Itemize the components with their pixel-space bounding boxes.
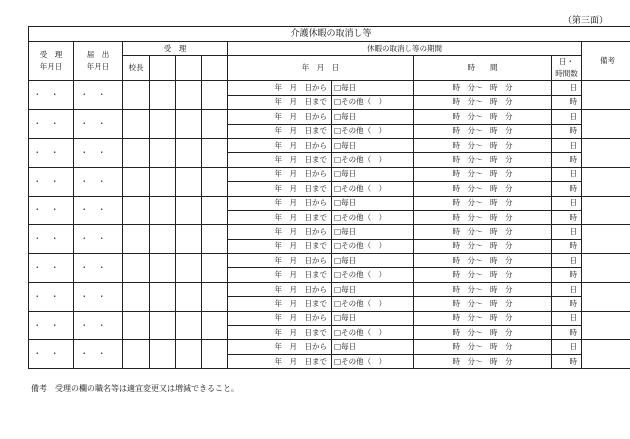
from-date: 年 月 日から xyxy=(228,81,332,95)
header-time: 時 間 xyxy=(414,56,552,81)
stamp-2 xyxy=(176,225,202,254)
stamp-kocho xyxy=(123,110,150,139)
stamp-3 xyxy=(202,196,228,225)
time-range: 時 分～ 時 分 xyxy=(414,254,552,268)
stamp-2 xyxy=(176,110,202,139)
juri-date: ・・ xyxy=(29,340,74,369)
table-row xyxy=(29,254,630,268)
unit-hour: 時 xyxy=(552,239,582,253)
biko-cell xyxy=(582,254,630,283)
stamp-3 xyxy=(202,167,228,196)
stamp-3 xyxy=(202,81,228,110)
todokede-date: ・・ xyxy=(74,138,123,167)
daily-checkbox: □毎日 xyxy=(332,225,414,239)
other-checkbox: □その他（ ） xyxy=(332,297,414,311)
stamp-kocho xyxy=(123,81,150,110)
stamp-kocho xyxy=(123,254,150,283)
daily-checkbox: □毎日 xyxy=(332,311,414,325)
stamp-2 xyxy=(176,138,202,167)
stamp-3 xyxy=(202,138,228,167)
unit-day: 日 xyxy=(552,282,582,296)
stamp-1 xyxy=(150,282,176,311)
todokede-date: ・・ xyxy=(74,225,123,254)
table-row xyxy=(29,167,630,181)
table-row xyxy=(29,282,630,296)
stamp-1 xyxy=(150,254,176,283)
stamp-kocho xyxy=(123,167,150,196)
stamp-2 xyxy=(176,196,202,225)
from-date: 年 月 日から xyxy=(228,167,332,181)
to-date: 年 月 日まで xyxy=(228,354,332,368)
stamp-3 xyxy=(202,110,228,139)
table-row xyxy=(29,196,630,210)
juri-date: ・・ xyxy=(29,138,74,167)
time-range: 時 分～ 時 分 xyxy=(414,311,552,325)
table-row xyxy=(29,138,630,152)
unit-hour: 時 xyxy=(552,153,582,167)
stamp-1 xyxy=(150,196,176,225)
stamp-1 xyxy=(150,225,176,254)
todokede-date: ・・ xyxy=(74,110,123,139)
to-date: 年 月 日まで xyxy=(228,239,332,253)
header-period: 休暇の取消し等の期間 xyxy=(228,42,582,56)
biko-cell xyxy=(582,282,630,311)
biko-cell xyxy=(582,110,630,139)
time-range: 時 分～ 時 分 xyxy=(414,354,552,368)
time-range: 時 分～ 時 分 xyxy=(414,210,552,224)
stamp-kocho xyxy=(123,340,150,369)
to-date: 年 月 日まで xyxy=(228,182,332,196)
time-range: 時 分～ 時 分 xyxy=(414,167,552,181)
biko-cell xyxy=(582,167,630,196)
from-date: 年 月 日から xyxy=(228,254,332,268)
other-checkbox: □その他（ ） xyxy=(332,354,414,368)
stamp-kocho xyxy=(123,225,150,254)
biko-cell xyxy=(582,311,630,340)
time-range: 時 分～ 時 分 xyxy=(414,153,552,167)
other-checkbox: □その他（ ） xyxy=(332,239,414,253)
from-date: 年 月 日から xyxy=(228,340,332,354)
daily-checkbox: □毎日 xyxy=(332,110,414,124)
stamp-kocho xyxy=(123,311,150,340)
daily-checkbox: □毎日 xyxy=(332,81,414,95)
time-range: 時 分～ 時 分 xyxy=(414,110,552,124)
daily-checkbox: □毎日 xyxy=(332,282,414,296)
juri-date: ・・ xyxy=(29,225,74,254)
time-range: 時 分～ 時 分 xyxy=(414,239,552,253)
other-checkbox: □その他（ ） xyxy=(332,210,414,224)
unit-day: 日 xyxy=(552,167,582,181)
stamp-1 xyxy=(150,167,176,196)
unit-day: 日 xyxy=(552,225,582,239)
stamp-2 xyxy=(176,282,202,311)
to-date: 年 月 日まで xyxy=(228,95,332,109)
biko-cell xyxy=(582,81,630,110)
biko-cell xyxy=(582,196,630,225)
stamp-2 xyxy=(176,311,202,340)
time-range: 時 分～ 時 分 xyxy=(414,268,552,282)
to-date: 年 月 日まで xyxy=(228,268,332,282)
time-range: 時 分～ 時 分 xyxy=(414,124,552,138)
juri-date: ・・ xyxy=(29,81,74,110)
table-row xyxy=(29,311,630,325)
stamp-1 xyxy=(150,110,176,139)
header-stamp-1 xyxy=(150,56,176,81)
biko-cell xyxy=(582,138,630,167)
stamp-2 xyxy=(176,254,202,283)
stamp-2 xyxy=(176,340,202,369)
time-range: 時 分～ 時 分 xyxy=(414,282,552,296)
biko-cell xyxy=(582,340,630,369)
unit-day: 日 xyxy=(552,81,582,95)
to-date: 年 月 日まで xyxy=(228,124,332,138)
stamp-2 xyxy=(176,81,202,110)
time-range: 時 分～ 時 分 xyxy=(414,326,552,340)
stamp-3 xyxy=(202,340,228,369)
table-row xyxy=(29,340,630,354)
footnote: 備考 受理の欄の職名等は適宜変更又は増減できること。 xyxy=(31,384,239,393)
to-date: 年 月 日まで xyxy=(228,326,332,340)
juri-date: ・・ xyxy=(29,254,74,283)
page-label: （第三面） xyxy=(562,16,608,26)
stamp-kocho xyxy=(123,138,150,167)
unit-hour: 時 xyxy=(552,268,582,282)
form-title: 介護休暇の取消し等 xyxy=(29,27,630,42)
stamp-3 xyxy=(202,282,228,311)
header-stamp-2 xyxy=(176,56,202,81)
todokede-date: ・・ xyxy=(74,196,123,225)
to-date: 年 月 日まで xyxy=(228,153,332,167)
stamp-1 xyxy=(150,138,176,167)
leave-cancellation-table xyxy=(28,26,630,369)
daily-checkbox: □毎日 xyxy=(332,196,414,210)
from-date: 年 月 日から xyxy=(228,282,332,296)
from-date: 年 月 日から xyxy=(228,225,332,239)
unit-day: 日 xyxy=(552,254,582,268)
unit-day: 日 xyxy=(552,138,582,152)
unit-hour: 時 xyxy=(552,354,582,368)
table-row xyxy=(29,110,630,124)
unit-hour: 時 xyxy=(552,210,582,224)
daily-checkbox: □毎日 xyxy=(332,167,414,181)
from-date: 年 月 日から xyxy=(228,110,332,124)
from-date: 年 月 日から xyxy=(228,138,332,152)
daily-checkbox: □毎日 xyxy=(332,340,414,354)
stamp-kocho xyxy=(123,196,150,225)
unit-day: 日 xyxy=(552,196,582,210)
biko-cell xyxy=(582,225,630,254)
header-todokede: 届 出 年月日 xyxy=(74,42,123,81)
time-range: 時 分～ 時 分 xyxy=(414,340,552,354)
unit-hour: 時 xyxy=(552,124,582,138)
to-date: 年 月 日まで xyxy=(228,297,332,311)
table-row xyxy=(29,225,630,239)
time-range: 時 分～ 時 分 xyxy=(414,196,552,210)
time-range: 時 分～ 時 分 xyxy=(414,138,552,152)
from-date: 年 月 日から xyxy=(228,311,332,325)
unit-hour: 時 xyxy=(552,297,582,311)
stamp-1 xyxy=(150,311,176,340)
other-checkbox: □その他（ ） xyxy=(332,182,414,196)
stamp-1 xyxy=(150,340,176,369)
table-row xyxy=(29,81,630,95)
header-kocho: 校長 xyxy=(123,56,150,81)
unit-hour: 時 xyxy=(552,95,582,109)
daily-checkbox: □毎日 xyxy=(332,138,414,152)
stamp-2 xyxy=(176,167,202,196)
stamp-3 xyxy=(202,311,228,340)
stamp-3 xyxy=(202,254,228,283)
daily-checkbox: □毎日 xyxy=(332,254,414,268)
stamp-3 xyxy=(202,225,228,254)
other-checkbox: □その他（ ） xyxy=(332,153,414,167)
header-biko: 備考 xyxy=(582,42,630,81)
other-checkbox: □その他（ ） xyxy=(332,268,414,282)
from-date: 年 月 日から xyxy=(228,196,332,210)
juri-date: ・・ xyxy=(29,196,74,225)
juri-date: ・・ xyxy=(29,167,74,196)
unit-day: 日 xyxy=(552,110,582,124)
todokede-date: ・・ xyxy=(74,167,123,196)
unit-hour: 時 xyxy=(552,326,582,340)
time-range: 時 分～ 時 分 xyxy=(414,182,552,196)
todokede-date: ・・ xyxy=(74,254,123,283)
header-juri: 受 理 年月日 xyxy=(29,42,74,81)
header-juri-group: 受 理 xyxy=(123,42,228,56)
unit-hour: 時 xyxy=(552,182,582,196)
to-date: 年 月 日まで xyxy=(228,210,332,224)
other-checkbox: □その他（ ） xyxy=(332,124,414,138)
time-range: 時 分～ 時 分 xyxy=(414,297,552,311)
stamp-kocho xyxy=(123,282,150,311)
header-stamp-3 xyxy=(202,56,228,81)
time-range: 時 分～ 時 分 xyxy=(414,225,552,239)
other-checkbox: □その他（ ） xyxy=(332,95,414,109)
unit-day: 日 xyxy=(552,311,582,325)
unit-day: 日 xyxy=(552,340,582,354)
juri-date: ・・ xyxy=(29,110,74,139)
header-ymd: 年 月 日 xyxy=(228,56,414,81)
todokede-date: ・・ xyxy=(74,282,123,311)
todokede-date: ・・ xyxy=(74,340,123,369)
time-range: 時 分～ 時 分 xyxy=(414,81,552,95)
juri-date: ・・ xyxy=(29,311,74,340)
time-range: 時 分～ 時 分 xyxy=(414,95,552,109)
todokede-date: ・・ xyxy=(74,81,123,110)
todokede-date: ・・ xyxy=(74,311,123,340)
header-days: 日・ 時間数 xyxy=(552,56,582,81)
stamp-1 xyxy=(150,81,176,110)
other-checkbox: □その他（ ） xyxy=(332,326,414,340)
juri-date: ・・ xyxy=(29,282,74,311)
